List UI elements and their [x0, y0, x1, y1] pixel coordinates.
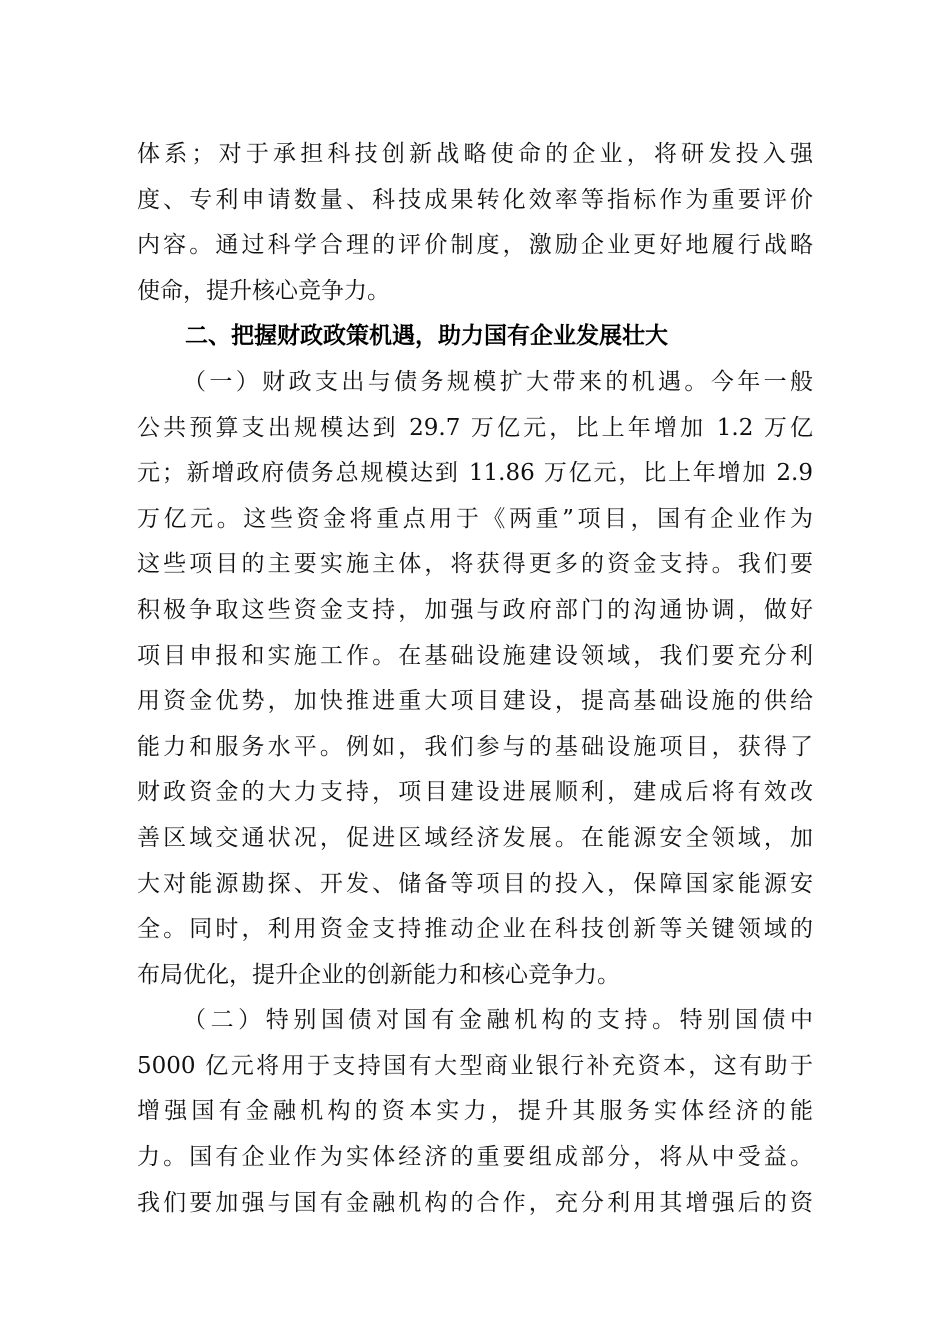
text-line: [137, 1044, 813, 1090]
text-line: [137, 132, 813, 178]
text-line-content: 元；新增政府债务总规模达到 11.86 万亿元，比上年增加 2.9: [137, 460, 813, 487]
text-line: [137, 223, 813, 269]
text-line: [137, 907, 813, 953]
text-line: [137, 178, 813, 224]
text-line: [137, 451, 813, 497]
text-line: [137, 862, 813, 908]
text-line-content: 使命，提升核心竞争力。: [137, 277, 390, 304]
text-line-content: 万亿元。这些资金将重点用于《两重”项目，国有企业作为: [137, 505, 813, 532]
text-line: [137, 497, 813, 543]
text-line-content: 体系；对于承担科技创新战略使命的企业，将研发投入强: [137, 141, 813, 167]
text-line: [137, 679, 813, 725]
text-line: [137, 1135, 813, 1181]
text-line-content: 我们要加强与国有金融机构的合作，充分利用其增强后的资: [137, 1189, 813, 1216]
text-line-content: 用资金优势，加快推进重大项目建设，提高基础设施的供给: [137, 688, 813, 715]
text-line: [137, 634, 813, 680]
text-line-content: 公共预算支出规模达到 29.7 万亿元，比上年增加 1.2 万亿: [137, 414, 813, 441]
section-heading: 二、把握财政政策机遇，助力国有企业发展壮大: [185, 323, 668, 350]
text-line: [137, 406, 813, 452]
text-line-content: 项目申报和实施工作。在基础设施建设领域，我们要充分利: [137, 642, 813, 669]
text-line-content: 全。同时，利用资金支持推动企业在科技创新等关键领域的: [137, 916, 813, 943]
text-line: [137, 269, 813, 315]
document-body: [137, 132, 813, 1226]
text-line-content: 度、专利申请数量、科技成果转化效率等指标作为重要评价: [137, 186, 813, 213]
text-line: [137, 725, 813, 771]
text-line-content: （一）财政支出与债务规模扩大带来的机遇。今年一般: [183, 368, 813, 395]
text-line: [137, 998, 813, 1044]
text-line-content: 增强国有金融机构的资本实力，提升其服务实体经济的能: [137, 1098, 813, 1125]
text-line-content: （二）特别国债对国有金融机构的支持。特别国债中: [183, 1007, 813, 1034]
text-line: [137, 953, 813, 999]
text-line: [137, 542, 813, 588]
text-line: [137, 588, 813, 634]
text-line-content: 5000 亿元将用于支持国有大型商业银行补充资本，这有助于: [137, 1052, 813, 1079]
text-line-content: 内容。通过科学合理的评价制度，激励企业更好地履行战略: [137, 232, 813, 259]
text-line: [137, 1181, 813, 1227]
text-line-content: 财政资金的大力支持，项目建设进展顺利，建成后将有效改: [137, 779, 813, 806]
text-line: [137, 1089, 813, 1135]
text-line-content: 积极争取这些资金支持，加强与政府部门的沟通协调，做好: [137, 596, 813, 623]
text-line-content: 大对能源勘探、开发、储备等项目的投入，保障国家能源安: [137, 870, 813, 897]
text-line-content: 善区域交通状况，促进区域经济发展。在能源安全领域，加: [137, 824, 813, 851]
text-line: [137, 770, 813, 816]
text-line-content: 布局优化，提升企业的创新能力和核心竞争力。: [137, 961, 620, 988]
text-line-content: 能力和服务水平。例如，我们参与的基础设施项目，获得了: [137, 733, 813, 760]
text-line: [137, 360, 813, 406]
text-line: [137, 816, 813, 862]
text-line-content: 这些项目的主要实施主体，将获得更多的资金支持。我们要: [137, 551, 813, 578]
text-line-content: 力。国有企业作为实体经济的重要组成部分，将从中受益。: [137, 1144, 813, 1171]
